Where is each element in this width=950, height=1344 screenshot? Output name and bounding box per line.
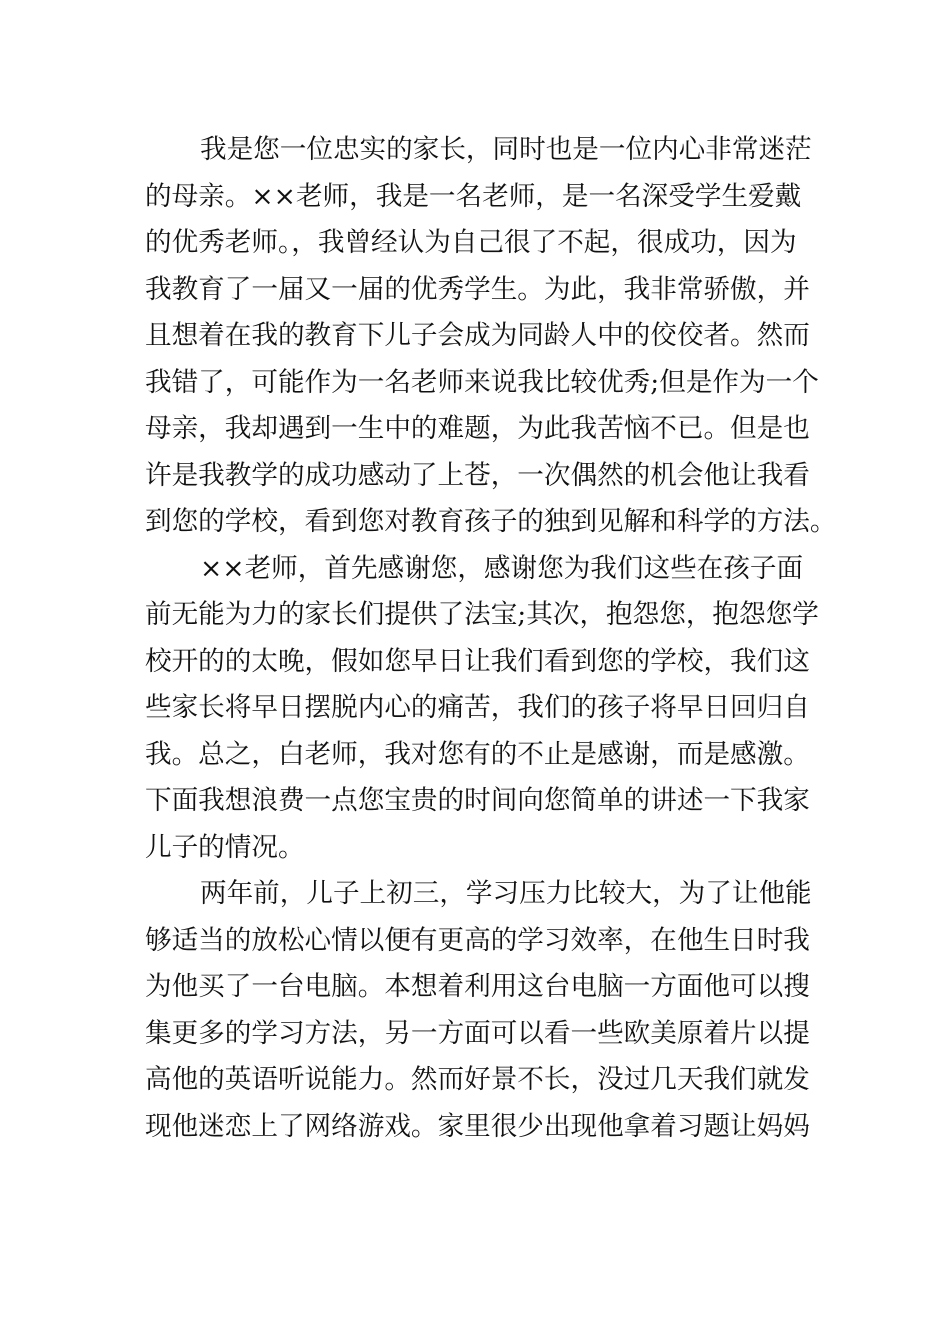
text-line: 些家长将早日摆脱内心的痛苦，我们的孩子将早日回归自 xyxy=(145,692,810,723)
text-line: 我错了，可能作为一名老师来说我比较优秀;但是作为一个 xyxy=(145,366,819,398)
text-line: 集更多的学习方法，另一方面可以看一些欧美原着片以提 xyxy=(145,1017,810,1049)
text-line: 够适当的放松心情以便有更高的学习效率，在他生日时我 xyxy=(145,924,810,956)
text-line: 前无能为力的家长们提供了法宝;其次，抱怨您，抱怨您学 xyxy=(145,599,819,630)
text-line: 我是您一位忠实的家长，同时也是一位内心非常迷茫 xyxy=(200,134,812,165)
text-line: 为他买了一台电脑。本想着利用这台电脑一方面他可以搜 xyxy=(145,971,810,1002)
text-line: 且想着在我的教育下儿子会成为同龄人中的佼佼者。然而 xyxy=(145,320,810,351)
paragraph-3 xyxy=(145,871,810,1150)
text-line: 母亲，我却遇到一生中的难题，为此我苦恼不已。但是也 xyxy=(145,413,810,444)
text-line: 高他的英语听说能力。然而好景不长，没过几天我们就发 xyxy=(145,1064,810,1095)
text-line: 下面我想浪费一点您宝贵的时间向您简单的讲述一下我家 xyxy=(145,785,810,816)
text-line: 儿子的情况。 xyxy=(145,831,305,863)
text-line: 我教育了一届又一届的优秀学生。为此，我非常骄傲，并 xyxy=(145,273,810,305)
text-line: ××老师，首先感谢您，感谢您为我们这些在孩子面 xyxy=(200,552,804,584)
document-body xyxy=(145,127,837,1150)
text-line: 校开的的太晚，假如您早日让我们看到您的学校，我们这 xyxy=(145,645,810,677)
text-line: 到您的学校，看到您对教育孩子的独到见解和科学的方法。 xyxy=(145,506,837,537)
text-line: 许是我教学的成功感动了上苍，一次偶然的机会他让我看 xyxy=(145,459,810,491)
paragraph-1 xyxy=(145,127,837,546)
text-line: 的优秀老师。，我曾经认为自己很了不起，很成功，因为 xyxy=(145,227,797,258)
text-line: 的母亲。××老师，我是一名老师，是一名深受学生爱戴 xyxy=(145,180,802,212)
text-line: 两年前，儿子上初三，学习压力比较大，为了让他能 xyxy=(200,878,812,909)
text-line: 现他迷恋上了网络游戏。家里很少出现他拿着习题让妈妈 xyxy=(145,1110,810,1142)
text-line: 我。总之，白老师，我对您有的不止是感谢，而是感激。 xyxy=(145,738,810,770)
paragraph-2 xyxy=(145,546,819,872)
